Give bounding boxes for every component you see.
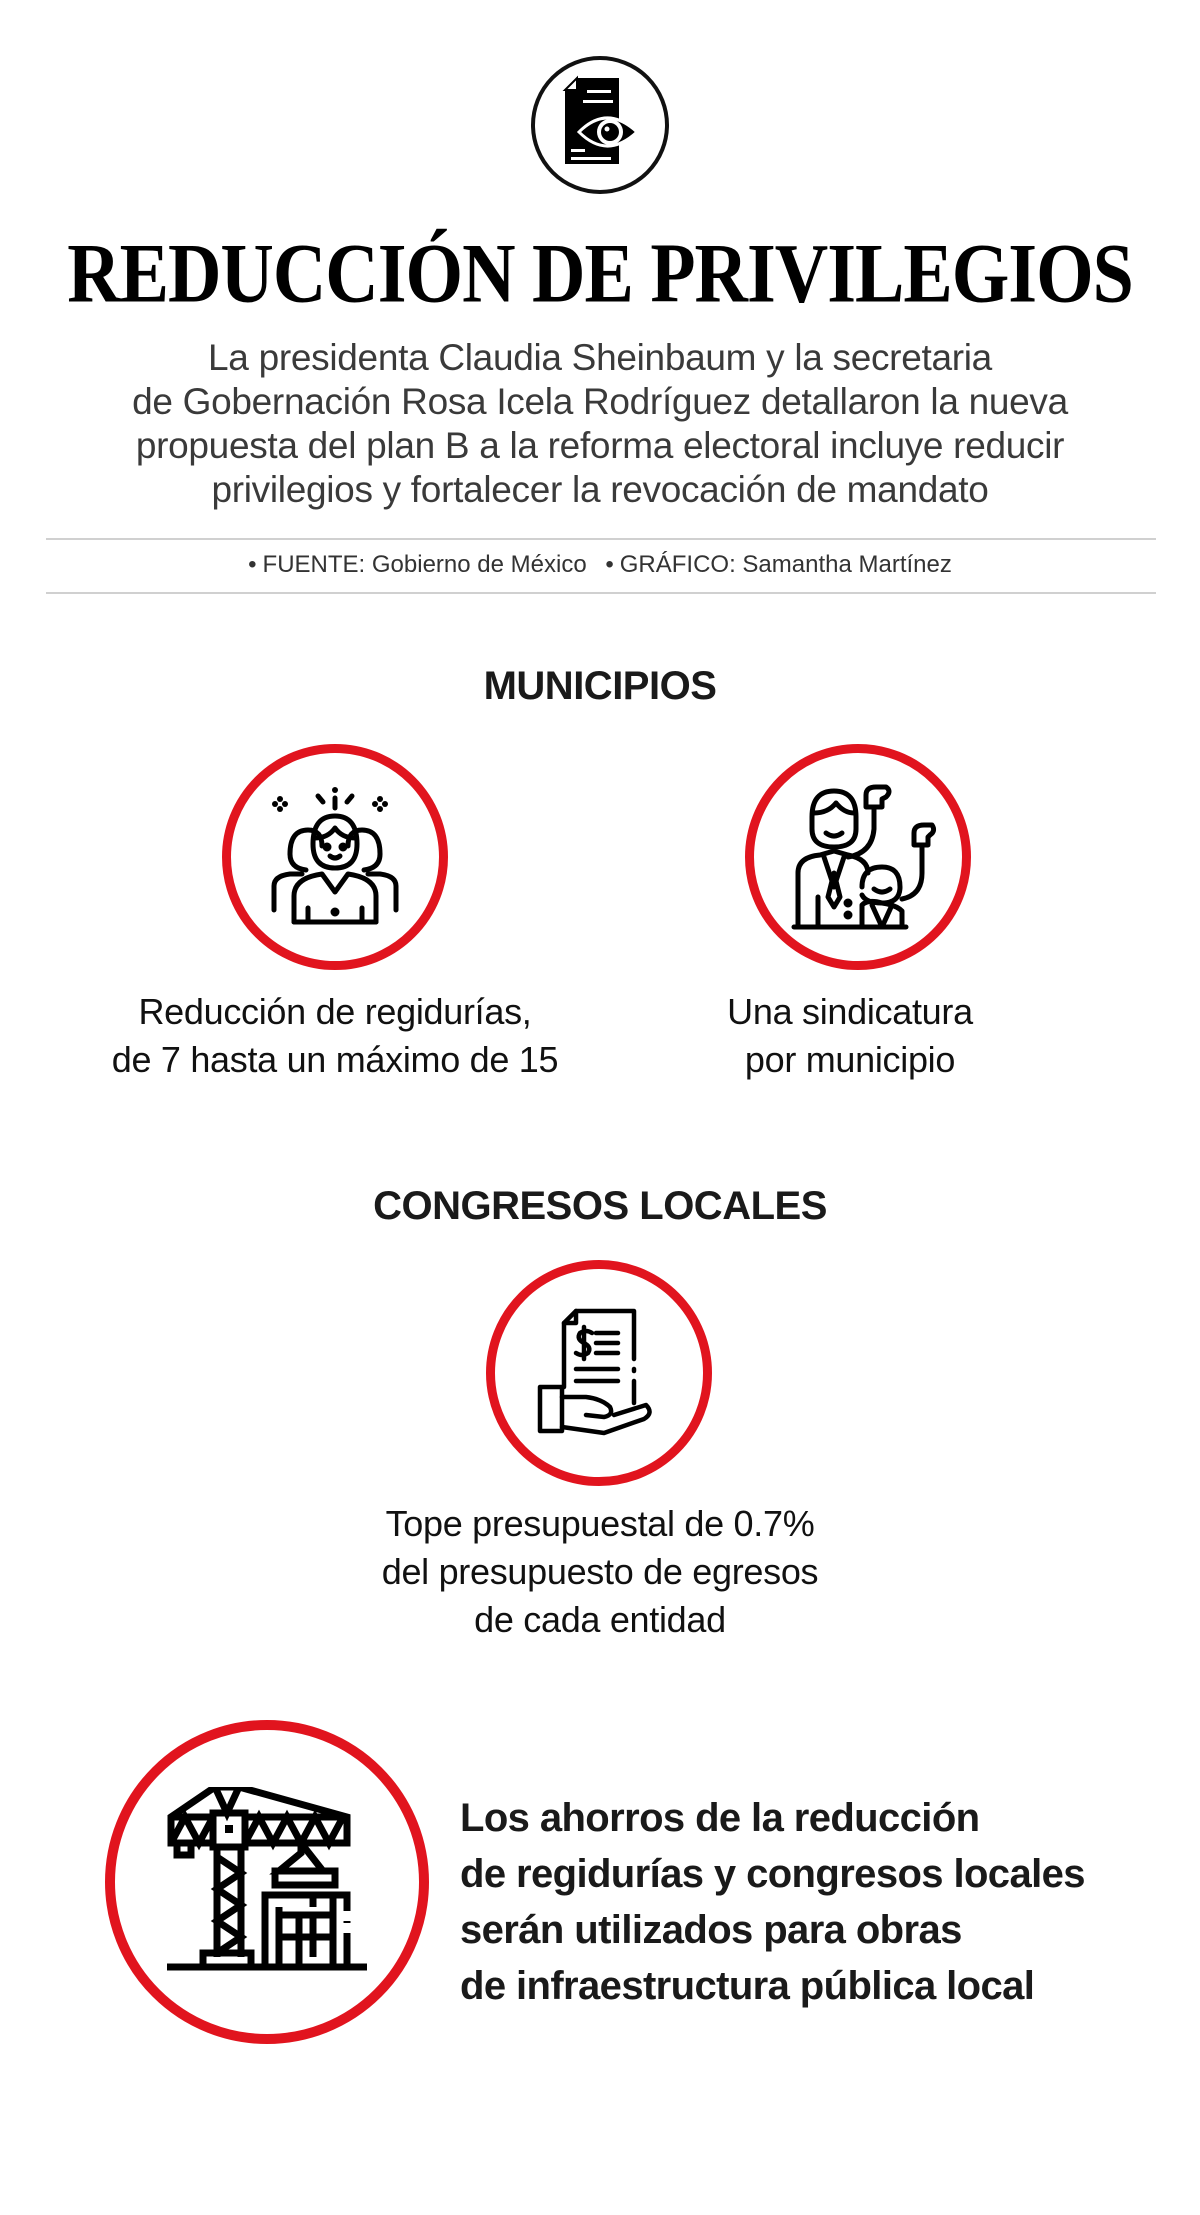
officials-svg [778,777,938,937]
savings-line: de infraestructura pública local [460,1964,1035,2008]
document-eye-svg [535,60,665,190]
credits-line [0,547,1200,583]
page-title-text: REDUCCIÓN DE PRIVILEGIOS [67,226,1133,322]
caption-line: del presupuesto de egresos [381,1551,819,1592]
caption-sindicatura [660,988,1040,1084]
savings-line: de regidurías y congresos locales [460,1852,1085,1896]
caption-line: de cada entidad [474,1599,726,1640]
crane-svg [167,1787,367,1977]
page-title [0,226,1200,322]
bullet: • [605,551,614,578]
officials-raised-fists-icon [745,744,971,970]
budget-doc-svg [534,1303,664,1443]
intro-line: propuesta del plan B a la reforma electoral incluye reducir [135,425,1065,466]
divider-top [46,538,1156,540]
intro-paragraph [60,336,1140,512]
caption-regidurias [60,988,610,1084]
savings-line: serán utilizados para obras [460,1908,962,1952]
intro-line: La presidenta Claudia Sheinbaum y la secretaria [208,337,992,378]
caption-line: Tope presupuestal de 0.7% [385,1503,815,1544]
graphic-credit [605,551,952,578]
source-text: FUENTE: Gobierno de México [262,551,587,578]
section-title-congresos-locales: CONGRESOS LOCALES [373,1184,827,1228]
source-credit [248,551,587,578]
savings-statement [460,1790,1180,2014]
construction-crane-icon [105,1720,429,2044]
document-eye-icon [531,56,669,194]
group-people-icon [222,744,448,970]
intro-line: de Gobernación Rosa Icela Rodríguez detallaron la nueva [132,381,1068,422]
group-people-svg [260,782,410,932]
caption-line: Reducción de regidurías, [138,991,532,1032]
caption-line: por municipio [744,1039,956,1080]
divider-bottom [46,592,1156,594]
intro-line: privilegios y fortalecer la revocación de mandato [211,469,989,510]
caption-presupuesto [300,1500,900,1644]
section-title-municipios: MUNICIPIOS [483,664,717,708]
budget-document-hand-icon [486,1260,712,1486]
savings-line: Los ahorros de la reducción [460,1796,980,1840]
caption-line: de 7 hasta un máximo de 15 [111,1039,559,1080]
graphic-text: GRÁFICO: Samantha Martínez [619,551,952,578]
bullet: • [248,551,257,578]
caption-line: Una sindicatura [727,991,973,1032]
